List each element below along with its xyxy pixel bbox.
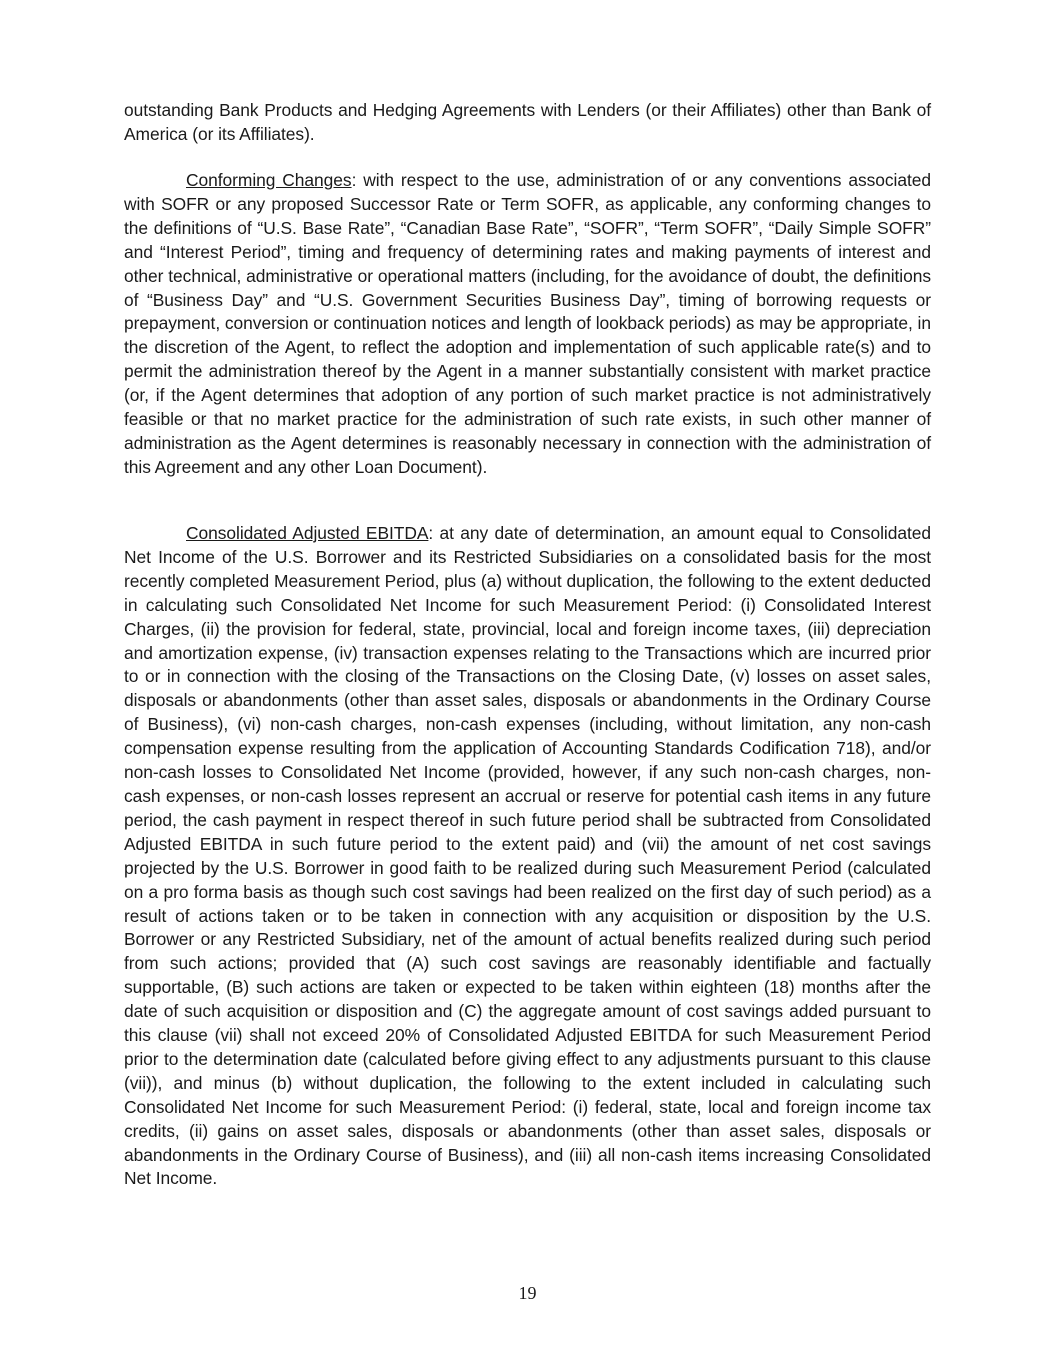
- paragraph-text: outstanding Bank Products and Hedging Agreements with Lenders (or their Affiliates) other than Bank of America (or its Affiliates).: [124, 100, 931, 144]
- definition-conforming-changes: [124, 169, 931, 480]
- defined-term: Conforming Changes: [186, 170, 352, 190]
- definition-text: : at any date of determination, an amount equal to Consolidated Net Income of the U.S. Borrower and its Restricted Subsidiaries on a consolidated basis for the most recently completed Measurement Period, plus (a) without duplication, the following to the extent deducted in calculating such Consolidated Net Income for such Measurement Period: (i) Consolidated Interest Charges, (ii) the provision for federal, state, provincial, local and foreign income taxes, (iii) depreciation and amortization expense, (iv) transaction expenses relating to the Transactions which are incurred prior to or in connection with the closing of the Transactions on the Closing Date, (v) losses on asset sales, disposals or abandonments (other than asset sales, disposals or abandonments in the Ordinary Course of Business), (vi) non-cash charges, non-cash expenses (including, without limitation, any non-cash compensation expense resulting from the application of Accounting Standards Codification 718), and/or non-cash losses to Consolidated Net Income (provided, however, if any such non-cash charges, non-cash expenses, or non-cash losses represent an accrual or reserve for potential cash items in any future period, the cash payment in respect thereof in such future period shall be subtracted from Consolidated Adjusted EBITDA in such future period to the extent paid) and (vii) the amount of net cost savings projected by the U.S. Borrower in good faith to be realized during such Measurement Period (calculated on a pro forma basis as though such cost savings had been realized on the first day of such period) as a result of actions taken or to be taken in connection with any acquisition or disposition by the U.S. Borrower or any Restricted Subsidiary, net of the amount of actual benefits realized during such period from such actions; provided that (A) such cost savings are reasonably identifiable and factually supportable, (B) such actions are taken or expected to be taken within eighteen (18) months after the date of such acquisition or disposition and (C) the aggregate amount of cost savings added pursuant to this clause (vii) shall not exceed 20% of Consolidated Adjusted EBITDA for such Measurement Period prior to the determination date (calculated before giving effect to any adjustments pursuant to this clause (vii)), and minus (b) without duplication, the following to the extent included in calculating such Consolidated Net Income for such Measurement Period: (i) federal, state, local and foreign income tax credits, (ii) gains on asset sales, disposals or abandonments (other than asset sales, disposals or abandonments in the Ordinary Course of Business), and (iii) all non-cash items increasing Consolidated Net Income.: [124, 523, 931, 1189]
- definition-consolidated-adjusted-ebitda: [124, 522, 931, 1191]
- page-number: 19: [518, 1283, 537, 1303]
- paragraph-continuation: [124, 99, 931, 147]
- defined-term: Consolidated Adjusted EBITDA: [186, 523, 429, 543]
- definition-text: : with respect to the use, administration of or any conventions associated with SOFR or any proposed Successor Rate or Term SOFR, as applicable, any conforming changes to the definitions of “U.S. Base Rate”, “Canadian Base Rate”, “SOFR”, “Term SOFR”, “Daily Simple SOFR” and “Interest Period”, timing and frequency of determining rates and making payments of interest and other technical, administrative or operational matters (including, for the avoidance of doubt, the definitions of “Business Day” and “U.S. Government Securities Business Day”, timing of borrowing requests or prepayment, conversion or continuation notices and length of lookback periods) as may be appropriate, in the discretion of the Agent, to reflect the adoption and implementation of such applicable rate(s) and to permit the administration thereof by the Agent in a manner substantially consistent with market practice (or, if the Agent determines that adoption of any portion of such market practice is not administratively feasible or that no market practice for the administration of such rate exists, in such other manner of administration as the Agent determines is reasonably necessary in connection with the administration of this Agreement and any other Loan Document).: [124, 170, 931, 477]
